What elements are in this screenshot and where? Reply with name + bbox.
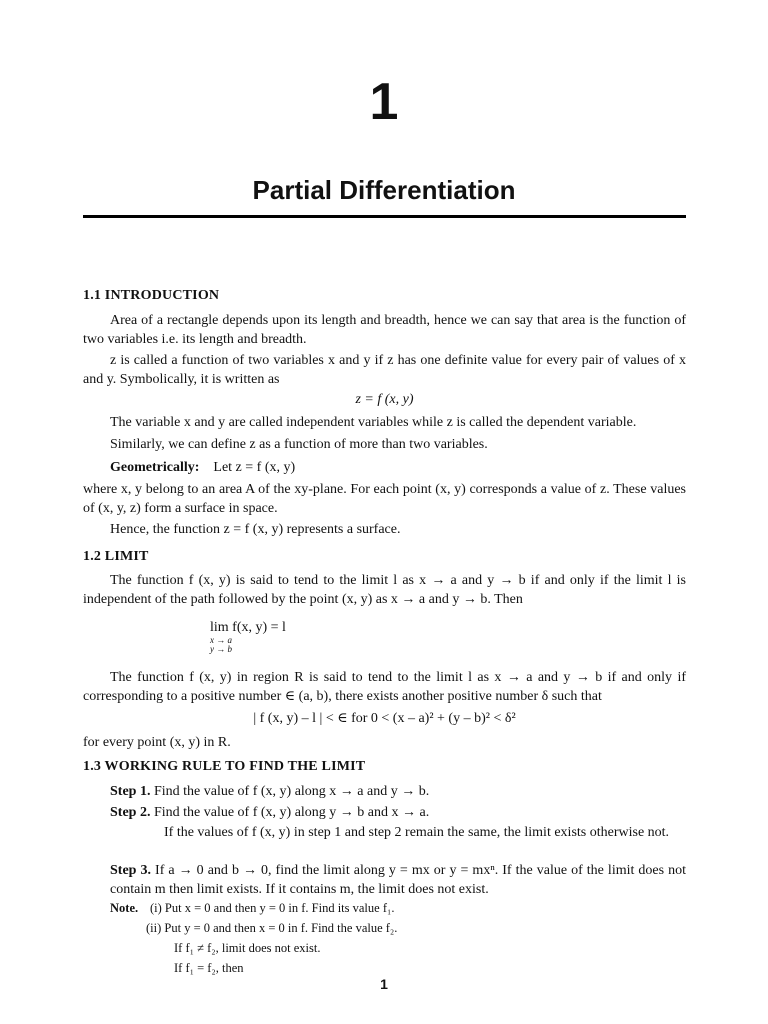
epsilon-delta-inequality: | f (x, y) – l | < ∈ for 0 < (x – a)² + (y – b)² < δ² xyxy=(253,711,516,726)
intro-paragraph-6: Hence, the function z = f (x, y) represents a surface. xyxy=(110,522,401,537)
note-item-1: (i) Put x = 0 and then y = 0 in f. Find its value f₁. xyxy=(150,901,395,915)
equation-z-fxy: z = f (x, y) xyxy=(355,392,414,407)
limit-paragraph-3: for every point (x, y) in R. xyxy=(83,735,231,750)
chapter-title: Partial Differentiation xyxy=(252,175,516,205)
step-1-text: Find the value of f (x, y) along x → a and y → b. xyxy=(153,784,430,799)
section-heading-limit: 1.2 LIMIT xyxy=(83,549,149,564)
limit-expression: lim f(x, y) = l xyxy=(210,620,286,635)
step-1-label: Step 1. xyxy=(110,784,151,799)
section-heading-working-rule: 1.3 WORKING RULE TO FIND THE LIMIT xyxy=(83,759,366,774)
step-1 xyxy=(110,782,686,801)
note-label-text: Note. xyxy=(110,901,139,915)
limit-paragraph-1: The function f (x, y) is said to tend to the limit l as x → a and y → b if and only if the limit l is independent of the path followed by the point (x, y) as x → a and y → b. Then xyxy=(83,573,686,607)
step-2 xyxy=(110,803,686,822)
limit-subscript-y: y → b xyxy=(210,644,232,654)
step-2-note: If the values of f (x, y) in step 1 and step 2 remain the same, the limit exists otherwise not. xyxy=(164,825,670,840)
intro-paragraph-4: Similarly, we can define z as a function of more than two variables. xyxy=(110,437,488,452)
step-3-text: If a → 0 and b → 0, find the limit along y = mx or y = mxⁿ. If the value of the limit does not contain m then limit exists. If it contains m, the limit does not exist. xyxy=(110,863,686,897)
page-number: 1 xyxy=(380,976,388,992)
intro-paragraph-5: where x, y belong to an area A of the xy-plane. For each point (x, y) corresponds a value of z. These values of (x, y, z) form a surface in space. xyxy=(83,482,686,516)
limit-subscript-x: x → a xyxy=(210,635,232,645)
note-item-3: If f₁ ≠ f₂, limit does not exist. xyxy=(174,941,321,955)
geometrically-label: Geometrically: xyxy=(110,460,200,475)
intro-paragraph-2: z is called a function of two variables x and y if z has one definite value for every pair of values of x and y. Symbolically, it is written as xyxy=(83,353,686,387)
intro-paragraph-1: Area of a rectangle depends upon its length and breadth, hence we can say that area is the function of two variables i.e. its length and breadth. xyxy=(83,313,686,347)
geometrically-text: Let z = f (x, y) xyxy=(213,460,296,475)
note-label xyxy=(110,900,138,917)
title-rule xyxy=(83,215,686,218)
step-3 xyxy=(110,861,686,899)
intro-paragraph-3: The variable x and y are called independent variables while z is called the dependent variable. xyxy=(110,415,637,430)
section-heading-introduction: 1.1 INTRODUCTION xyxy=(83,288,220,303)
note-item-4: If f₁ = f₂, then xyxy=(174,961,244,975)
note-item-2: (ii) Put y = 0 and then x = 0 in f. Find the value f₂. xyxy=(146,921,398,935)
geometric-line xyxy=(110,458,686,477)
limit-paragraph-2: The function f (x, y) in region R is said to tend to the limit l as x → a and y → b if and only if corresponding to a positive number ∈ (a, b), there exists another positive number δ such that xyxy=(83,670,686,704)
step-2-text: Find the value of f (x, y) along y → b and x → a. xyxy=(153,805,430,820)
chapter-number: 1 xyxy=(369,73,399,131)
step-2-label: Step 2. xyxy=(110,805,151,820)
limit-subscript xyxy=(210,636,232,654)
step-3-label: Step 3. xyxy=(110,863,151,878)
